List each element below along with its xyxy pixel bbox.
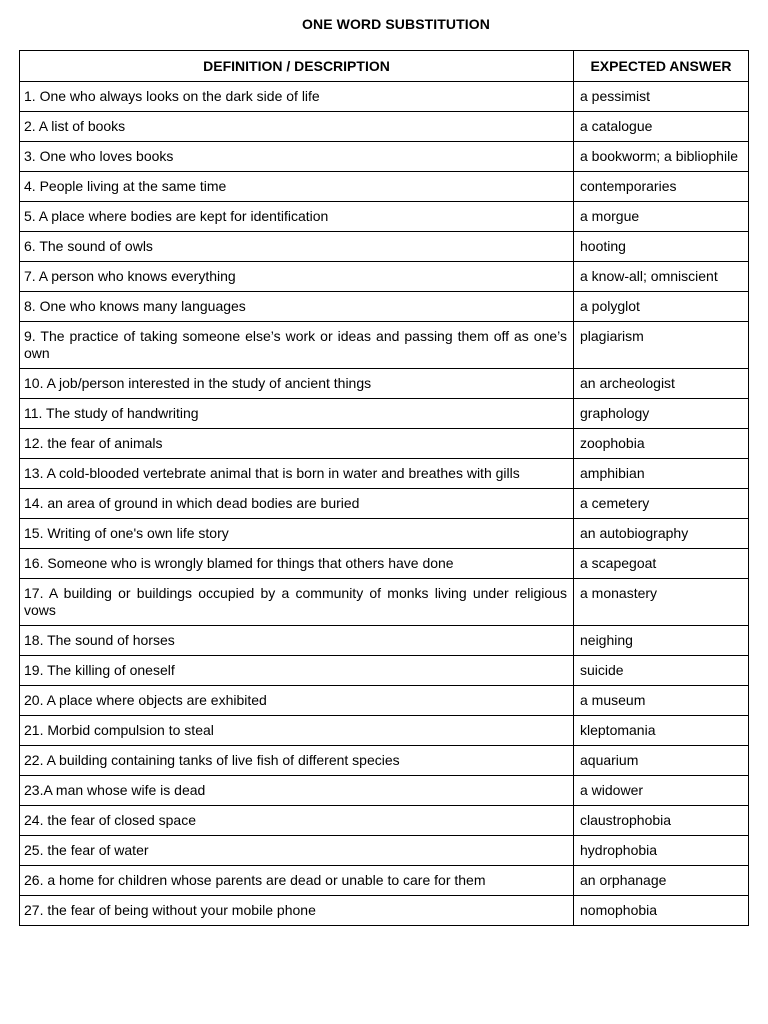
definition-cell: 10. A job/person interested in the study of ancient things [20, 369, 574, 399]
answer-cell: a pessimist [574, 82, 749, 112]
answer-cell: a catalogue [574, 112, 749, 142]
answer-cell: a museum [574, 686, 749, 716]
table-row [20, 399, 749, 429]
table-body [20, 82, 749, 926]
answer-cell: plagiarism [574, 322, 749, 369]
definition-cell: 3. One who loves books [20, 142, 574, 172]
definition-cell: 7. A person who knows everything [20, 262, 574, 292]
answer-cell: amphibian [574, 459, 749, 489]
table-row [20, 686, 749, 716]
table-header-row [20, 51, 749, 82]
answer-cell: a know-all; omniscient [574, 262, 749, 292]
table-row [20, 716, 749, 746]
answer-cell: a scapegoat [574, 549, 749, 579]
definition-cell: 16. Someone who is wrongly blamed for things that others have done [20, 549, 574, 579]
table-row [20, 142, 749, 172]
answer-cell: a monastery [574, 579, 749, 626]
definition-cell: 9. The practice of taking someone else’s work or ideas and passing them off as one’s own [20, 322, 574, 369]
definition-cell: 25. the fear of water [20, 836, 574, 866]
table-row [20, 626, 749, 656]
definition-cell: 4. People living at the same time [20, 172, 574, 202]
definition-cell: 19. The killing of oneself [20, 656, 574, 686]
table-row [20, 202, 749, 232]
column-header-definition: DEFINITION / DESCRIPTION [20, 51, 574, 82]
definition-cell: 13. A cold-blooded vertebrate animal that is born in water and breathes with gills [20, 459, 574, 489]
answer-cell: an archeologist [574, 369, 749, 399]
answer-cell: contemporaries [574, 172, 749, 202]
table-row [20, 549, 749, 579]
document-title: ONE WORD SUBSTITUTION [302, 16, 490, 32]
answer-cell: hydrophobia [574, 836, 749, 866]
answer-cell: aquarium [574, 746, 749, 776]
definition-cell: 8. One who knows many languages [20, 292, 574, 322]
table-row [20, 836, 749, 866]
table-row [20, 489, 749, 519]
definition-cell: 6. The sound of owls [20, 232, 574, 262]
definition-cell: 24. the fear of closed space [20, 806, 574, 836]
definition-cell: 20. A place where objects are exhibited [20, 686, 574, 716]
table-row [20, 429, 749, 459]
answer-cell: a morgue [574, 202, 749, 232]
table-row [20, 292, 749, 322]
answer-cell: a widower [574, 776, 749, 806]
answer-cell: nomophobia [574, 896, 749, 926]
table-row [20, 459, 749, 489]
table-row [20, 172, 749, 202]
answer-cell: a bookworm; a bibliophile [574, 142, 749, 172]
table-row [20, 519, 749, 549]
table-row [20, 579, 749, 626]
table-row [20, 232, 749, 262]
definition-cell: 27. the fear of being without your mobile phone [20, 896, 574, 926]
table-row [20, 82, 749, 112]
answer-cell: claustrophobia [574, 806, 749, 836]
definition-cell: 21. Morbid compulsion to steal [20, 716, 574, 746]
table-row [20, 806, 749, 836]
answer-cell: neighing [574, 626, 749, 656]
answer-cell: graphology [574, 399, 749, 429]
table-row [20, 262, 749, 292]
table-row [20, 322, 749, 369]
definition-cell: 1. One who always looks on the dark side of life [20, 82, 574, 112]
definition-cell: 17. A building or buildings occupied by a community of monks living under religious vows [20, 579, 574, 626]
table-row [20, 746, 749, 776]
answer-cell: a polyglot [574, 292, 749, 322]
column-header-answer: EXPECTED ANSWER [574, 51, 749, 82]
answer-cell: kleptomania [574, 716, 749, 746]
substitution-table [19, 50, 749, 926]
definition-cell: 5. A place where bodies are kept for identification [20, 202, 574, 232]
answer-cell: a cemetery [574, 489, 749, 519]
definition-cell: 15. Writing of one's own life story [20, 519, 574, 549]
table-row [20, 866, 749, 896]
definition-cell: 23.A man whose wife is dead [20, 776, 574, 806]
definition-cell: 26. a home for children whose parents are dead or unable to care for them [20, 866, 574, 896]
answer-cell: suicide [574, 656, 749, 686]
table-row [20, 369, 749, 399]
table-row [20, 112, 749, 142]
definition-cell: 22. A building containing tanks of live fish of different species [20, 746, 574, 776]
answer-cell: an autobiography [574, 519, 749, 549]
definition-cell: 14. an area of ground in which dead bodies are buried [20, 489, 574, 519]
table-row [20, 656, 749, 686]
definition-cell: 12. the fear of animals [20, 429, 574, 459]
answer-cell: zoophobia [574, 429, 749, 459]
answer-cell: hooting [574, 232, 749, 262]
table-row [20, 776, 749, 806]
answer-cell: an orphanage [574, 866, 749, 896]
definition-cell: 18. The sound of horses [20, 626, 574, 656]
table-row [20, 896, 749, 926]
definition-cell: 11. The study of handwriting [20, 399, 574, 429]
definition-cell: 2. A list of books [20, 112, 574, 142]
